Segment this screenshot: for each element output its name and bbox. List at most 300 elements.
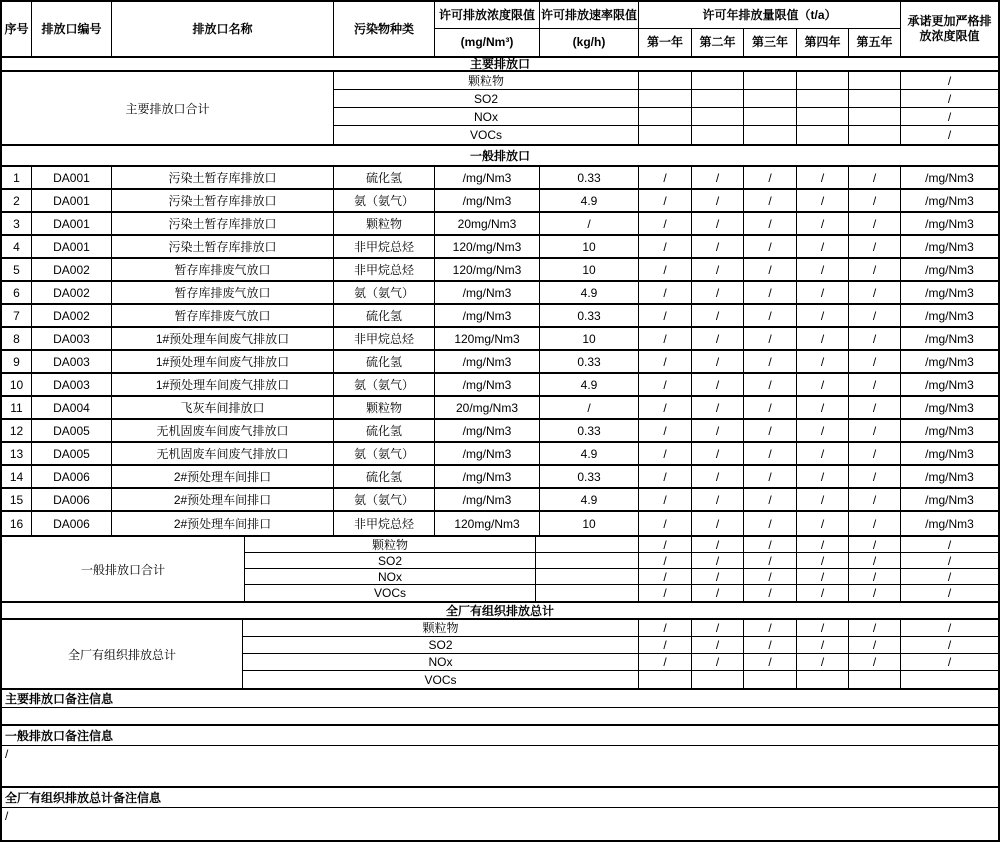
table-row <box>2 489 998 512</box>
table-cell <box>639 90 692 107</box>
table-cell: / <box>849 259 901 280</box>
table-cell: DA003 <box>32 328 112 349</box>
table-cell: / <box>692 569 744 584</box>
table-cell: / <box>797 654 849 670</box>
table-cell: / <box>744 190 797 211</box>
summary-row <box>245 537 998 553</box>
table-cell: 120mg/Nm3 <box>435 512 540 535</box>
table-cell <box>639 72 692 89</box>
table-cell: / <box>692 654 744 670</box>
table-cell: 10 <box>540 236 639 257</box>
table-row <box>2 282 998 305</box>
table-cell: / <box>849 585 901 601</box>
table-cell: / <box>947 73 952 88</box>
table-cell: 1#预处理车间废气排放口 <box>112 328 334 349</box>
table-cell: / <box>692 637 744 653</box>
table-cell: 20mg/Nm3 <box>435 213 540 234</box>
table-cell: DA006 <box>32 489 112 510</box>
summary-row <box>245 553 998 569</box>
header-cell-outlet-name: 排放口名称 <box>112 2 334 56</box>
header-cell-outlet-code: 排放口编号 <box>32 2 112 56</box>
header-cell-conc-limit: 许可排放浓度限值 <box>435 2 540 29</box>
table-cell: 7 <box>2 305 32 326</box>
table-cell: 4.9 <box>540 190 639 211</box>
table-cell: /mg/Nm3 <box>925 446 974 461</box>
table-cell: / <box>692 167 744 188</box>
main-outlet-total-label: 主要排放口合计 <box>2 72 334 144</box>
table-cell: / <box>947 586 952 600</box>
table-cell: / <box>849 637 901 653</box>
table-cell: / <box>692 282 744 303</box>
table-cell: / <box>692 489 744 510</box>
table-cell: 13 <box>2 443 32 464</box>
table-cell: / <box>692 328 744 349</box>
table-cell: 颗粒物 <box>334 72 639 89</box>
table-cell: 4.9 <box>540 282 639 303</box>
table-cell: DA005 <box>32 443 112 464</box>
table-cell: / <box>692 585 744 601</box>
table-cell: / <box>639 553 692 568</box>
table-cell: 污染土暂存库排放口 <box>112 190 334 211</box>
table-cell: DA006 <box>32 466 112 487</box>
table-cell: / <box>744 259 797 280</box>
table-cell: 硫化氢 <box>334 351 435 372</box>
table-cell: /mg/Nm3 <box>435 374 540 395</box>
table-cell: / <box>947 91 952 106</box>
table-cell <box>692 108 744 125</box>
table-cell: 污染土暂存库排放口 <box>112 167 334 188</box>
table-cell: / <box>849 190 901 211</box>
table-cell: / <box>797 420 849 441</box>
table-cell: 硫化氢 <box>334 420 435 441</box>
header-cell-year-5: 第五年 <box>849 29 901 56</box>
table-cell: / <box>849 236 901 257</box>
table-cell: 1#预处理车间废气排放口 <box>112 351 334 372</box>
table-cell: 6 <box>2 282 32 303</box>
table-cell: 5 <box>2 259 32 280</box>
table-cell: / <box>692 190 744 211</box>
table-cell: / <box>744 512 797 535</box>
table-cell: 15 <box>2 489 32 510</box>
table-cell: / <box>797 466 849 487</box>
table-cell: / <box>639 569 692 584</box>
main-outlet-total-rows <box>334 72 998 144</box>
plant-total-rows <box>243 620 998 688</box>
table-cell: / <box>797 553 849 568</box>
table-row <box>2 167 998 190</box>
table-cell: 120/mg/Nm3 <box>435 259 540 280</box>
table-cell: / <box>947 553 952 568</box>
table-cell: / <box>797 637 849 653</box>
table-cell <box>692 72 744 89</box>
table-cell: / <box>797 397 849 418</box>
table-cell: 非甲烷总烃 <box>334 259 435 280</box>
header-cell-annual-limit: 许可年排放量限值（t/a） <box>639 2 901 29</box>
table-cell: /mg/Nm3 <box>435 167 540 188</box>
table-cell: /mg/Nm3 <box>925 400 974 415</box>
table-cell: / <box>639 374 692 395</box>
table-cell: / <box>692 553 744 568</box>
table-cell: 氨（氨气） <box>334 443 435 464</box>
table-cell: / <box>849 328 901 349</box>
table-cell: 20/mg/Nm3 <box>435 397 540 418</box>
table-cell: / <box>744 213 797 234</box>
table-cell: /mg/Nm3 <box>925 331 974 346</box>
table-cell: / <box>692 620 744 636</box>
table-cell: / <box>692 305 744 326</box>
table-cell <box>797 671 849 688</box>
general-outlet-remark-value: / <box>2 746 998 788</box>
table-cell: / <box>849 305 901 326</box>
table-cell: 非甲烷总烃 <box>334 512 435 535</box>
table-cell: / <box>744 537 797 552</box>
table-cell: / <box>849 374 901 395</box>
table-cell: / <box>849 420 901 441</box>
table-cell: / <box>849 569 901 584</box>
table-cell: 16 <box>2 512 32 535</box>
table-cell: / <box>744 637 797 653</box>
table-cell: 氨（氨气） <box>334 190 435 211</box>
table-cell: SO2 <box>334 90 639 107</box>
table-cell: / <box>797 351 849 372</box>
table-cell <box>797 108 849 125</box>
table-cell: 污染土暂存库排放口 <box>112 236 334 257</box>
table-cell: / <box>947 128 952 142</box>
table-cell: 1#预处理车间废气排放口 <box>112 374 334 395</box>
table-cell: / <box>744 443 797 464</box>
table-row <box>2 305 998 328</box>
table-cell <box>901 671 998 688</box>
table-cell <box>849 90 901 107</box>
table-cell: /mg/Nm3 <box>435 489 540 510</box>
table-cell: / <box>849 466 901 487</box>
table-cell: /mg/Nm3 <box>925 423 974 438</box>
summary-row <box>334 90 998 108</box>
table-cell: / <box>797 620 849 636</box>
table-cell: 非甲烷总烃 <box>334 236 435 257</box>
header-cell-year-2: 第二年 <box>692 29 744 56</box>
general-outlet-total-label: 一般排放口合计 <box>2 537 245 601</box>
table-cell: / <box>639 351 692 372</box>
table-cell: /mg/Nm3 <box>435 443 540 464</box>
table-cell: 硫化氢 <box>334 305 435 326</box>
table-cell <box>744 126 797 144</box>
header-cell-year-3: 第三年 <box>744 29 797 56</box>
table-cell: /mg/Nm3 <box>435 305 540 326</box>
table-cell: 8 <box>2 328 32 349</box>
table-cell: DA002 <box>32 305 112 326</box>
table-cell: 10 <box>540 259 639 280</box>
table-cell: / <box>639 489 692 510</box>
table-cell: 暂存库排废气放口 <box>112 282 334 303</box>
table-cell: /mg/Nm3 <box>925 262 974 277</box>
table-cell <box>639 108 692 125</box>
table-cell: / <box>849 489 901 510</box>
main-outlet-remark-value <box>2 708 998 726</box>
table-cell: DA006 <box>32 512 112 535</box>
table-cell: / <box>947 109 952 124</box>
table-cell <box>849 108 901 125</box>
table-cell: VOCs <box>243 671 639 688</box>
table-cell <box>536 585 639 601</box>
section-header-main-outlets: 主要排放口 <box>2 58 998 72</box>
table-cell <box>536 553 639 568</box>
table-cell: /mg/Nm3 <box>435 351 540 372</box>
table-cell: / <box>639 654 692 670</box>
summary-row <box>334 126 998 144</box>
table-cell: / <box>797 328 849 349</box>
table-cell: 2#预处理车间排口 <box>112 466 334 487</box>
table-cell: DA001 <box>32 236 112 257</box>
table-cell: / <box>744 328 797 349</box>
table-cell: / <box>797 585 849 601</box>
table-cell: / <box>797 236 849 257</box>
table-cell: DA004 <box>32 397 112 418</box>
table-cell: / <box>639 585 692 601</box>
general-outlet-total-rows <box>245 537 998 601</box>
table-cell: 飞灰车间排放口 <box>112 397 334 418</box>
table-cell: / <box>744 167 797 188</box>
table-cell: /mg/Nm3 <box>435 420 540 441</box>
table-cell: / <box>692 443 744 464</box>
table-cell: / <box>744 397 797 418</box>
table-cell: / <box>849 537 901 552</box>
table-cell: /mg/Nm3 <box>925 354 974 369</box>
summary-row <box>243 620 998 637</box>
table-cell: /mg/Nm3 <box>435 282 540 303</box>
table-cell <box>797 72 849 89</box>
table-cell: 0.33 <box>540 420 639 441</box>
table-cell: / <box>744 305 797 326</box>
table-cell: / <box>692 236 744 257</box>
table-cell: 10 <box>540 328 639 349</box>
table-cell: 2 <box>2 190 32 211</box>
summary-row <box>245 569 998 585</box>
table-cell: / <box>540 213 639 234</box>
table-cell: 0.33 <box>540 305 639 326</box>
table-cell: 4.9 <box>540 489 639 510</box>
table-cell: / <box>849 553 901 568</box>
header-cell-year-1: 第一年 <box>639 29 692 56</box>
table-cell: 12 <box>2 420 32 441</box>
table-cell: DA003 <box>32 351 112 372</box>
table-cell: / <box>692 512 744 535</box>
main-outlet-remark-label: 主要排放口备注信息 <box>2 690 998 708</box>
table-row <box>2 328 998 351</box>
table-cell: / <box>639 213 692 234</box>
table-row <box>2 190 998 213</box>
table-cell: / <box>692 537 744 552</box>
table-cell: 120/mg/Nm3 <box>435 236 540 257</box>
table-cell: /mg/Nm3 <box>925 516 974 531</box>
table-cell: / <box>639 282 692 303</box>
table-cell: / <box>744 466 797 487</box>
table-cell: /mg/Nm3 <box>925 170 974 185</box>
table-cell: / <box>744 654 797 670</box>
table-cell: / <box>849 397 901 418</box>
general-outlet-rows <box>2 167 998 537</box>
table-cell: / <box>540 397 639 418</box>
table-cell: / <box>639 466 692 487</box>
table-cell <box>692 90 744 107</box>
table-cell: 污染土暂存库排放口 <box>112 213 334 234</box>
plant-total-label: 全厂有组织排放总计 <box>2 620 243 688</box>
header-cell-pollutant: 污染物种类 <box>334 2 435 56</box>
table-cell: /mg/Nm3 <box>925 216 974 231</box>
table-cell: NOx <box>334 108 639 125</box>
table-cell: DA002 <box>32 259 112 280</box>
table-cell: / <box>797 512 849 535</box>
table-cell: / <box>797 305 849 326</box>
table-cell: / <box>849 282 901 303</box>
table-cell: / <box>744 351 797 372</box>
header-cell-rate-limit: 许可排放速率限值 <box>540 2 639 29</box>
table-cell <box>849 126 901 144</box>
table-cell: / <box>639 420 692 441</box>
table-cell: DA005 <box>32 420 112 441</box>
table-cell: / <box>849 620 901 636</box>
general-outlet-total-block <box>2 537 998 603</box>
table-cell: VOCs <box>245 585 536 601</box>
table-cell: 3 <box>2 213 32 234</box>
summary-row <box>243 671 998 688</box>
table-cell: / <box>639 305 692 326</box>
table-cell: / <box>744 374 797 395</box>
plant-total-block <box>2 620 998 690</box>
table-cell <box>692 126 744 144</box>
table-cell: 氨（氨气） <box>334 374 435 395</box>
table-cell: / <box>797 259 849 280</box>
table-cell: / <box>692 397 744 418</box>
table-cell: / <box>797 443 849 464</box>
table-cell: / <box>639 620 692 636</box>
table-cell: / <box>639 167 692 188</box>
table-cell: / <box>947 537 952 552</box>
table-cell: 无机固废车间废气排放口 <box>112 420 334 441</box>
table-cell: / <box>639 397 692 418</box>
header-cell-index: 序号 <box>2 2 32 56</box>
table-cell: 硫化氢 <box>334 466 435 487</box>
table-cell: /mg/Nm3 <box>925 469 974 484</box>
header-cell-year-4: 第四年 <box>797 29 849 56</box>
header-cell-conc-unit: (mg/Nm³) <box>435 29 540 56</box>
table-cell: /mg/Nm3 <box>925 193 974 208</box>
table-cell: / <box>797 167 849 188</box>
table-cell: DA002 <box>32 282 112 303</box>
table-row <box>2 374 998 397</box>
table-cell: / <box>692 213 744 234</box>
table-cell: / <box>947 638 952 652</box>
table-cell: / <box>849 654 901 670</box>
table-cell: 11 <box>2 397 32 418</box>
table-cell: / <box>692 466 744 487</box>
table-cell: 暂存库排废气放口 <box>112 305 334 326</box>
summary-row <box>243 637 998 654</box>
table-header <box>2 2 998 58</box>
table-cell <box>849 671 901 688</box>
table-cell: / <box>692 259 744 280</box>
table-cell: VOCs <box>334 126 639 144</box>
table-cell: 1 <box>2 167 32 188</box>
table-cell: SO2 <box>243 637 639 653</box>
table-cell: 4.9 <box>540 443 639 464</box>
table-cell <box>744 108 797 125</box>
table-row <box>2 512 998 535</box>
table-cell <box>744 90 797 107</box>
table-cell: 无机固废车间废气排放口 <box>112 443 334 464</box>
table-cell: DA001 <box>32 213 112 234</box>
table-cell: / <box>797 537 849 552</box>
table-cell: 120mg/Nm3 <box>435 328 540 349</box>
table-cell: 氨（氨气） <box>334 282 435 303</box>
table-cell <box>744 671 797 688</box>
table-cell: 颗粒物 <box>245 537 536 552</box>
table-row <box>2 420 998 443</box>
table-row <box>2 351 998 374</box>
table-cell: 0.33 <box>540 351 639 372</box>
table-cell: / <box>692 420 744 441</box>
table-cell: / <box>797 374 849 395</box>
table-cell: / <box>744 236 797 257</box>
table-cell: / <box>797 213 849 234</box>
table-cell <box>744 72 797 89</box>
table-cell: 9 <box>2 351 32 372</box>
table-cell: / <box>692 351 744 372</box>
table-cell: 氨（氨气） <box>334 489 435 510</box>
table-cell: 10 <box>540 512 639 535</box>
main-outlet-total-block <box>2 72 998 146</box>
table-row <box>2 213 998 236</box>
table-row <box>2 466 998 489</box>
table-cell: / <box>947 621 952 635</box>
table-cell: 10 <box>2 374 32 395</box>
summary-row <box>245 585 998 601</box>
table-cell: / <box>744 282 797 303</box>
table-row <box>2 259 998 282</box>
table-cell <box>849 72 901 89</box>
table-cell: 颗粒物 <box>334 213 435 234</box>
table-cell: 暂存库排废气放口 <box>112 259 334 280</box>
table-cell: / <box>639 537 692 552</box>
table-cell: / <box>639 190 692 211</box>
table-cell: / <box>849 443 901 464</box>
summary-row <box>334 108 998 126</box>
table-cell <box>639 126 692 144</box>
table-cell: /mg/Nm3 <box>925 492 974 507</box>
table-cell: /mg/Nm3 <box>925 239 974 254</box>
table-cell: 2#预处理车间排口 <box>112 489 334 510</box>
table-cell: / <box>797 489 849 510</box>
table-cell: / <box>744 420 797 441</box>
header-cell-rate-unit: (kg/h) <box>540 29 639 56</box>
table-cell: / <box>849 351 901 372</box>
table-cell: 0.33 <box>540 167 639 188</box>
table-row <box>2 443 998 466</box>
table-cell: /mg/Nm3 <box>925 285 974 300</box>
table-cell: / <box>797 569 849 584</box>
table-cell <box>797 126 849 144</box>
table-cell: /mg/Nm3 <box>925 377 974 392</box>
table-cell: 硫化氢 <box>334 167 435 188</box>
table-cell: 4 <box>2 236 32 257</box>
table-cell: SO2 <box>245 553 536 568</box>
summary-row <box>243 654 998 671</box>
table-cell: DA003 <box>32 374 112 395</box>
table-cell: / <box>639 236 692 257</box>
table-cell: /mg/Nm3 <box>925 308 974 323</box>
table-cell: 非甲烷总烃 <box>334 328 435 349</box>
table-cell: 14 <box>2 466 32 487</box>
